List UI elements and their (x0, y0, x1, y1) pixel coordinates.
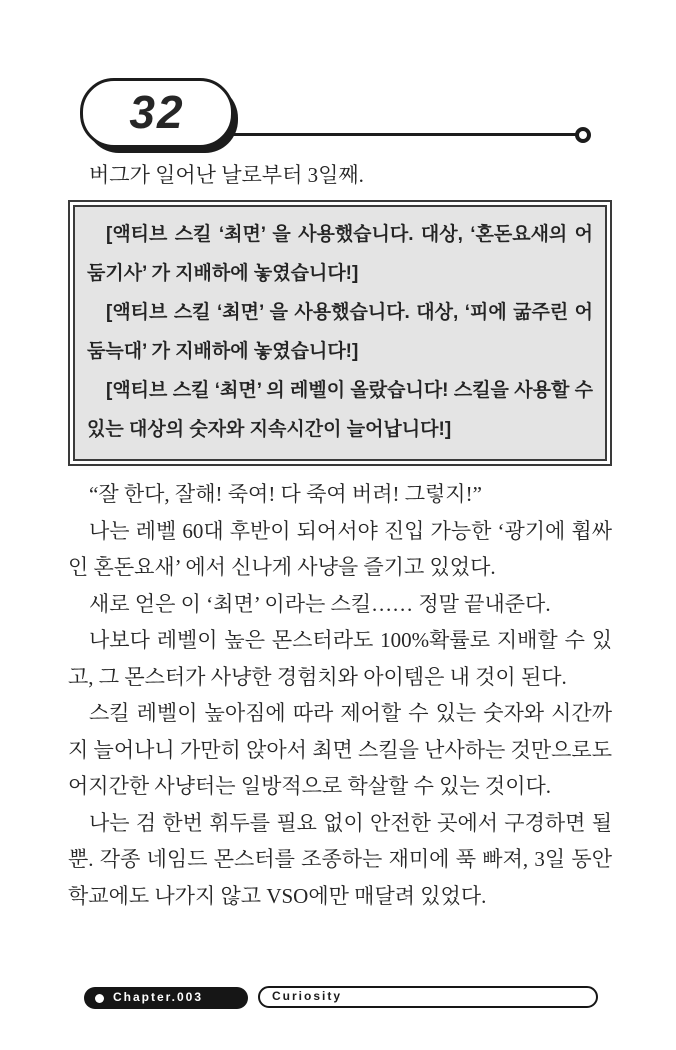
chapter-number-badge (80, 78, 234, 148)
header-rule (225, 133, 581, 136)
system-message: [액티브 스킬 ‘최면’ 의 레벨이 올랐습니다! 스킬을 사용할 수 있는 대상의 숫자와 지속시간이 늘어납니다!] (87, 380, 593, 440)
body-paragraph: 나보다 레벨이 높은 몬스터라도 100%확률로 지배할 수 있고, 그 몬스터가 사냥한 경험치와 아이템은 내 것이 된다. (68, 628, 612, 689)
intro-paragraph: 버그가 일어난 날로부터 3일째. (89, 163, 364, 187)
body-text (68, 476, 612, 914)
system-message: [액티브 스킬 ‘최면’ 을 사용했습니다. 대상, ‘혼돈요새의 어둠기사’ 가 지배하에 놓였습니다!] (87, 224, 593, 284)
footer-chapter-pill (84, 987, 248, 1009)
footer-chapter-label: Chapter.003 (113, 990, 204, 1004)
body-paragraph: 스킬 레벨이 높아짐에 따라 제어할 수 있는 숫자와 시간까지 늘어나니 가만히 앉아서 최면 스킬을 난사하는 것만으로도 어지간한 사냥터는 일방적으로 학살할 수 있는 것이다. (68, 701, 612, 798)
body-paragraph: 새로 얻은 이 ‘최면’ 이라는 스킬…… 정말 끝내준다. (89, 591, 551, 616)
body-paragraph: 나는 검 한번 휘두를 필요 없이 안전한 곳에서 구경하면 될 뿐. 각종 네임드 몬스터를 조종하는 재미에 푹 빠져, 3일 동안 학교에도 나가지 않고 VSO에만 매달려 있었다. (68, 810, 612, 908)
body-paragraph: “잘 한다, 잘해! 죽여! 다 죽여 버려! 그렇지!” (89, 482, 482, 506)
chapter-bullet-icon (95, 994, 104, 1003)
footer-book-title: Curiosity (272, 989, 343, 1003)
line-end-ring-icon (575, 127, 591, 143)
system-message: [액티브 스킬 ‘최면’ 을 사용했습니다. 대상, ‘피에 굶주린 어둠늑대’ 가 지배하에 놓였습니다!] (87, 302, 593, 362)
body-paragraph: 나는 레벨 60대 후반이 되어서야 진입 가능한 ‘광기에 휩싸인 혼돈요새’ 에서 신나게 사냥을 즐기고 있었다. (68, 518, 612, 579)
system-message-box (68, 200, 612, 466)
footer-title-pill (258, 986, 598, 1008)
system-message-box-inner (73, 205, 607, 461)
text-column (68, 160, 612, 914)
chapter-number: 32 (129, 86, 185, 138)
